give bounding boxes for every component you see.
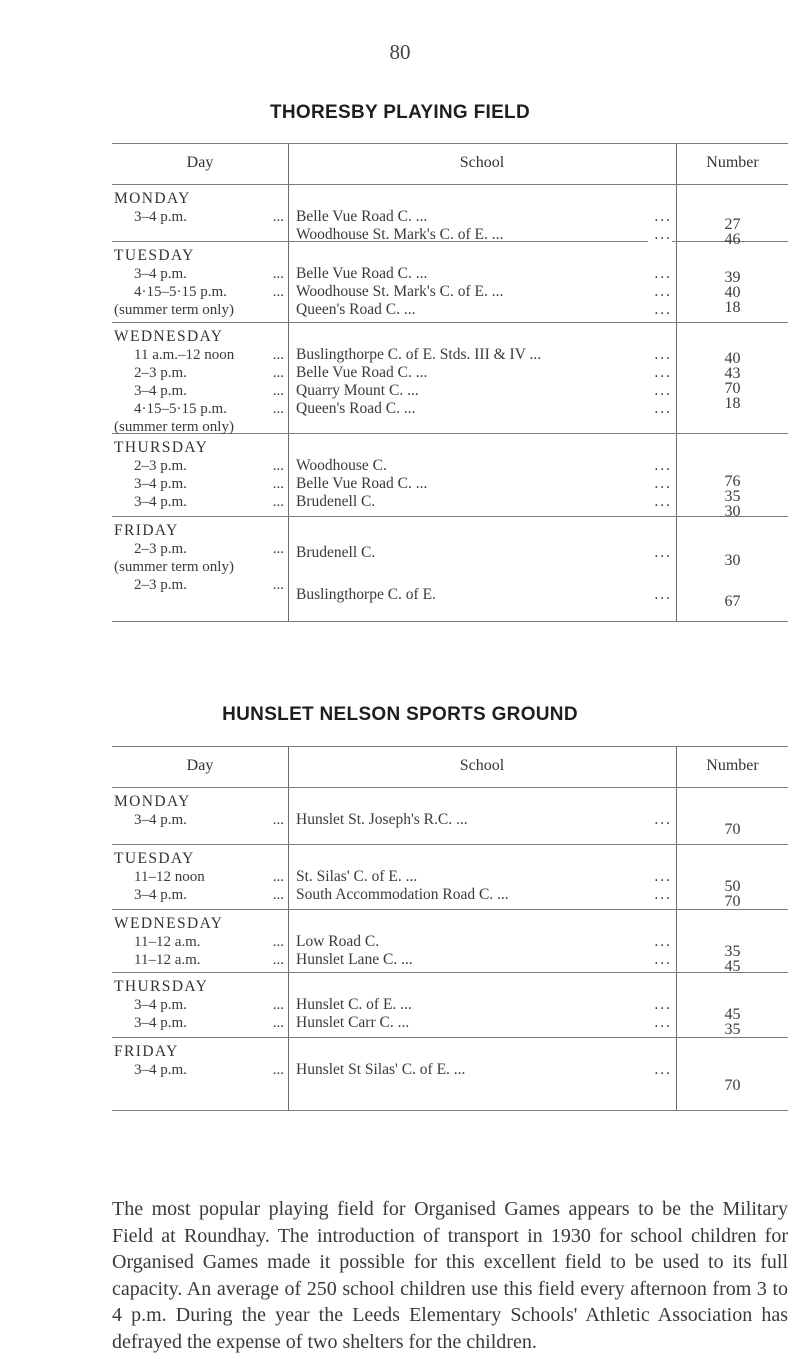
- pupil-count: 35: [724, 1021, 741, 1038]
- time-slot: [112, 265, 288, 283]
- table-row: [112, 910, 788, 973]
- school-name: [296, 868, 672, 886]
- leader-dots: ...: [272, 952, 284, 968]
- school-name: [296, 283, 672, 301]
- day-name: MONDAY: [114, 190, 191, 207]
- school-text: South Accommodation Road C. ...: [296, 886, 509, 903]
- school-text: Low Road C.: [296, 933, 380, 950]
- leader-dots: ...: [648, 475, 672, 493]
- table-row: [112, 973, 788, 1038]
- school-text: Queen's Road C. ...: [296, 301, 416, 318]
- school-text: Belle Vue Road C. ...: [296, 364, 428, 381]
- pupil-count: 18: [724, 395, 741, 412]
- school-name: [296, 400, 672, 418]
- day-cell: [112, 185, 288, 226]
- school-text: Hunslet C. of E. ...: [296, 996, 412, 1013]
- leader-dots: ...: [648, 933, 672, 951]
- school-cell: [296, 1038, 672, 1079]
- pupil-count: 39: [724, 269, 741, 286]
- school-name: [296, 301, 672, 319]
- school-name: [296, 951, 672, 969]
- leader-dots: ...: [648, 346, 672, 364]
- pupil-count: 46: [724, 231, 741, 248]
- leader-dots: ...: [648, 868, 672, 886]
- header-number: Number: [706, 757, 759, 774]
- leader-dots: ...: [648, 1061, 672, 1079]
- school-cell: [296, 973, 672, 1032]
- school-name: [296, 493, 672, 511]
- school-name: [296, 475, 672, 493]
- school-cell: [296, 517, 672, 604]
- time-text: 2–3 p.m.: [134, 577, 187, 593]
- school-text: Belle Vue Road C. ...: [296, 475, 428, 492]
- school-name: [296, 1061, 672, 1079]
- time-slot: [112, 951, 288, 969]
- leader-dots: ...: [648, 544, 672, 562]
- day-name: THURSDAY: [114, 439, 209, 456]
- table-row: [112, 323, 788, 434]
- leader-dots: ...: [272, 476, 284, 492]
- school-text: Belle Vue Road C. ...: [296, 208, 428, 225]
- leader-dots: ...: [272, 284, 284, 300]
- leader-dots: ...: [272, 209, 284, 225]
- thoresby-table: [112, 143, 788, 622]
- time-text: 2–3 p.m.: [134, 365, 187, 381]
- time-text: 3–4 p.m.: [134, 383, 187, 399]
- time-text: 11–12 a.m.: [134, 952, 201, 968]
- leader-dots: ...: [272, 1062, 284, 1078]
- school-name: [296, 457, 672, 475]
- leader-dots: ...: [272, 997, 284, 1013]
- time-slot: [112, 811, 288, 829]
- school-name: [296, 208, 672, 226]
- column-divider: [288, 845, 289, 909]
- time-text: 4·15–5·15 p.m.: [134, 401, 227, 417]
- leader-dots: ...: [648, 382, 672, 400]
- leader-dots: ...: [272, 812, 284, 828]
- section-title-hunslet: HUNSLET NELSON SPORTS GROUND: [222, 704, 578, 725]
- time-text: 3–4 p.m.: [134, 1015, 187, 1031]
- pupil-count: 70: [724, 893, 741, 910]
- time-text: 3–4 p.m.: [134, 812, 187, 828]
- leader-dots: ...: [272, 541, 284, 557]
- column-divider: [288, 788, 289, 844]
- school-text: Hunslet Lane C. ...: [296, 951, 413, 968]
- leader-dots: ...: [272, 365, 284, 381]
- school-text: Woodhouse St. Mark's C. of E. ...: [296, 283, 504, 300]
- number-cell: [677, 973, 788, 1037]
- school-name: [296, 265, 672, 283]
- leader-dots: ...: [272, 401, 284, 417]
- time-text: 3–4 p.m.: [134, 209, 187, 225]
- school-name: [296, 382, 672, 400]
- leader-dots: ...: [272, 383, 284, 399]
- leader-dots: ...: [648, 400, 672, 418]
- time-slot: [112, 1061, 288, 1079]
- time-slot: [112, 493, 288, 511]
- leader-dots: ...: [648, 226, 672, 244]
- time-slot: [112, 933, 288, 951]
- number-cell: [677, 517, 788, 609]
- day-name: TUESDAY: [114, 247, 195, 264]
- time-slot: [112, 364, 288, 382]
- header-number: Number: [706, 154, 759, 171]
- school-text: Buslingthorpe C. of E.: [296, 586, 436, 603]
- day-name: TUESDAY: [114, 850, 195, 867]
- number-cell: [677, 434, 788, 519]
- time-slot: [112, 475, 288, 493]
- time-slot: [112, 382, 288, 400]
- leader-dots: ...: [648, 1014, 672, 1032]
- day-name: WEDNESDAY: [114, 328, 224, 345]
- page-number: 80: [389, 40, 411, 64]
- time-text: 3–4 p.m.: [134, 476, 187, 492]
- school-name: [296, 886, 672, 904]
- school-name: [296, 586, 672, 604]
- table-row: [112, 242, 788, 323]
- time-slot: [112, 576, 288, 594]
- time-text: 3–4 p.m.: [134, 1062, 187, 1078]
- column-divider: [288, 185, 289, 241]
- number-cell: [677, 185, 788, 247]
- day-cell: [112, 845, 288, 904]
- table-row: [112, 1038, 788, 1111]
- leader-dots: ...: [272, 934, 284, 950]
- leader-dots: ...: [272, 266, 284, 282]
- table-row: [112, 434, 788, 520]
- school-cell: [296, 910, 672, 969]
- column-divider: [288, 323, 289, 433]
- time-slot: [112, 540, 288, 558]
- day-cell: [112, 973, 288, 1032]
- number-cell: [677, 910, 788, 974]
- time-text: 4·15–5·15 p.m.: [134, 284, 227, 300]
- body-paragraph: The most popular playing field for Organised Games appears to be the Military Field at Roundhay. The introduction of transport in 1930 for school children for Organised Games made it possible for this excellent field to be used to its full capacity. An average of 250 school children use this field every afternoon from 3 to 4 p.m. During the year the Leeds Elementary Schools' Athletic Association has defrayed the expense of two shelters for the children.: [112, 1198, 788, 1353]
- pupil-count: 45: [724, 958, 741, 975]
- table-row: [112, 788, 788, 845]
- pupil-count: 30: [724, 552, 741, 569]
- school-text: Brudenell C.: [296, 493, 376, 510]
- column-divider: [288, 434, 289, 516]
- leader-dots: ...: [272, 1015, 284, 1031]
- pupil-count: 40: [724, 284, 741, 301]
- number-cell: [677, 845, 788, 909]
- header-school: School: [459, 757, 505, 774]
- leader-dots: ...: [272, 869, 284, 885]
- day-cell: [112, 910, 288, 969]
- leader-dots: ...: [648, 283, 672, 301]
- leader-dots: ...: [648, 457, 672, 475]
- leader-dots: ...: [648, 586, 672, 604]
- leader-dots: ...: [648, 364, 672, 382]
- leader-dots: ...: [272, 494, 284, 510]
- time-text: 2–3 p.m.: [134, 541, 187, 557]
- time-text: 3–4 p.m.: [134, 997, 187, 1013]
- day-name: MONDAY: [114, 793, 191, 810]
- time-slot: [112, 996, 288, 1014]
- header-school: School: [459, 154, 505, 171]
- school-name: [296, 346, 672, 364]
- pupil-count: 43: [724, 365, 741, 382]
- school-cell: [296, 845, 672, 904]
- time-text: 3–4 p.m.: [134, 266, 187, 282]
- time-text: 2–3 p.m.: [134, 458, 187, 474]
- school-cell: [296, 788, 672, 829]
- school-name: [296, 544, 672, 562]
- school-cell: [296, 323, 672, 418]
- number-cell: [677, 1038, 788, 1093]
- school-text: Hunslet Carr C. ...: [296, 1014, 410, 1031]
- time-text: 3–4 p.m.: [134, 494, 187, 510]
- leader-dots: ...: [648, 493, 672, 511]
- school-text: Quarry Mount C. ...: [296, 382, 419, 399]
- pupil-count: 70: [724, 1077, 741, 1094]
- day-cell: [112, 1038, 288, 1079]
- pupil-count: 35: [724, 943, 741, 960]
- leader-dots: ...: [648, 208, 672, 226]
- school-text: St. Silas' C. of E. ...: [296, 868, 418, 885]
- school-cell: [296, 185, 672, 244]
- time-slot: [112, 208, 288, 226]
- pupil-count: 27: [724, 216, 741, 233]
- pupil-count: 67: [724, 593, 741, 610]
- school-name: [296, 364, 672, 382]
- school-name: [296, 996, 672, 1014]
- table-header-row: [112, 746, 788, 788]
- school-cell: [296, 434, 672, 511]
- column-divider: [288, 1038, 289, 1110]
- pupil-count: 40: [724, 350, 741, 367]
- day-name: THURSDAY: [114, 978, 209, 995]
- number-cell: [677, 788, 788, 837]
- time-slot: [112, 346, 288, 364]
- time-text: 11–12 noon: [134, 869, 205, 885]
- leader-dots: ...: [648, 301, 672, 319]
- pupil-count: 70: [724, 821, 741, 838]
- header-day: Day: [186, 154, 214, 171]
- time-text: 3–4 p.m.: [134, 887, 187, 903]
- leader-dots: ...: [272, 458, 284, 474]
- leader-dots: ...: [648, 265, 672, 283]
- hunslet-table: [112, 746, 788, 1111]
- summer-term-note: (summer term only): [114, 302, 234, 318]
- school-name: [296, 811, 672, 829]
- school-cell: [296, 242, 672, 319]
- day-cell: [112, 788, 288, 829]
- pupil-count: 70: [724, 380, 741, 397]
- school-text: Hunslet St. Joseph's R.C. ...: [296, 811, 468, 828]
- leader-dots: ...: [272, 887, 284, 903]
- column-divider: [288, 973, 289, 1037]
- section-title-thoresby: THORESBY PLAYING FIELD: [270, 102, 530, 123]
- table-row: [112, 845, 788, 910]
- day-cell: [112, 323, 288, 436]
- time-slot: [112, 868, 288, 886]
- number-cell: [677, 242, 788, 315]
- school-text: Brudenell C.: [296, 544, 376, 561]
- number-cell: [677, 323, 788, 411]
- time-text: 11–12 a.m.: [134, 934, 201, 950]
- leader-dots: ...: [648, 886, 672, 904]
- time-slot: [112, 1014, 288, 1032]
- pupil-count: 76: [724, 473, 741, 490]
- time-text: 11 a.m.–12 noon: [134, 347, 235, 363]
- pupil-count: 35: [724, 488, 741, 505]
- day-cell: [112, 242, 288, 319]
- leader-dots: ...: [648, 811, 672, 829]
- school-text: Buslingthorpe C. of E. Stds. III & IV ...: [296, 346, 542, 363]
- school-text: Woodhouse C.: [296, 457, 387, 474]
- school-name: [296, 1014, 672, 1032]
- time-slot: [112, 886, 288, 904]
- pupil-count: 50: [724, 878, 741, 895]
- school-text: Woodhouse St. Mark's C. of E. ...: [296, 226, 504, 243]
- column-divider: [288, 242, 289, 322]
- summer-term-note: (summer term only): [114, 559, 234, 575]
- time-slot: [112, 457, 288, 475]
- leader-dots: ...: [272, 577, 284, 593]
- day-cell: [112, 517, 288, 594]
- day-cell: [112, 434, 288, 511]
- day-name: WEDNESDAY: [114, 915, 224, 932]
- pupil-count: 18: [724, 299, 741, 316]
- summer-term-note: (summer term only): [114, 419, 234, 435]
- school-text: Belle Vue Road C. ...: [296, 265, 428, 282]
- day-name: FRIDAY: [114, 1043, 179, 1060]
- leader-dots: ...: [272, 347, 284, 363]
- table-header-row: [112, 143, 788, 185]
- school-text: Hunslet St Silas' C. of E. ...: [296, 1061, 466, 1078]
- table-row: [112, 517, 788, 622]
- column-divider: [288, 910, 289, 972]
- table-row: [112, 185, 788, 248]
- pupil-count: 45: [724, 1006, 741, 1023]
- school-text: Queen's Road C. ...: [296, 400, 416, 417]
- header-day: Day: [186, 757, 214, 774]
- time-slot: [112, 283, 288, 301]
- leader-dots: ...: [648, 996, 672, 1014]
- column-divider: [288, 517, 289, 621]
- leader-dots: ...: [648, 951, 672, 969]
- time-slot: [112, 400, 288, 418]
- pupil-count: 30: [724, 503, 741, 520]
- day-name: FRIDAY: [114, 522, 179, 539]
- school-name: [296, 933, 672, 951]
